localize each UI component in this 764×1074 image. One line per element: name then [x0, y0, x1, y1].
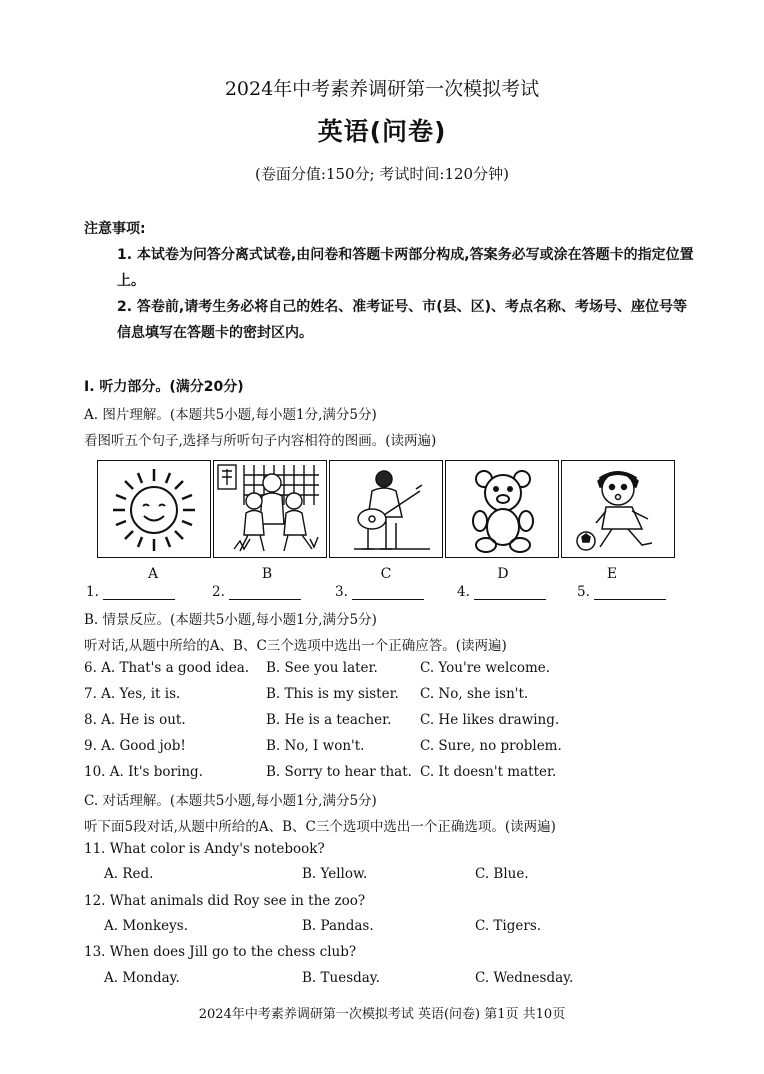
q7-option-c: C. No, she isn't.: [420, 686, 529, 702]
q13-option-a: A. Monday.: [104, 970, 180, 986]
picture-label-d: D: [497, 566, 509, 582]
q6-option-c: C. You're welcome.: [420, 660, 551, 676]
q12-option-a: A. Monkeys.: [104, 918, 188, 934]
part-c-title: C. 对话理解。(本题共5小题,每小题1分,满分5分): [84, 793, 377, 809]
blank-number: 2.: [212, 584, 225, 600]
children-festival-icon: [214, 461, 326, 557]
guitar-player-icon: [330, 461, 442, 557]
q13-option-c: C. Wednesday.: [475, 970, 574, 986]
answer-blank-5[interactable]: [577, 584, 666, 600]
q7-option-b: B. This is my sister.: [266, 686, 399, 702]
q13-option-b: B. Tuesday.: [302, 970, 380, 986]
answer-blank-3[interactable]: [335, 584, 424, 600]
picture-label-b: B: [261, 566, 273, 582]
q11-question: 11. What color is Andy's notebook?: [84, 841, 325, 857]
picture-label-c: C: [380, 566, 392, 582]
q10-option-b: B. Sorry to hear that.: [266, 764, 412, 780]
q9-option-a: 9. A. Good job!: [84, 738, 186, 754]
answer-blank-4[interactable]: [457, 584, 546, 600]
page-footer: 2024年中考素养调研第一次模拟考试 英语(问卷) 第1页 共10页: [198, 1007, 566, 1022]
answer-blank-1[interactable]: [86, 584, 175, 600]
note-item-2: 2. 答卷前,请考生务必将自己的姓名、准考证号、市(县、区)、考点名称、考场号、座位号等信息填写在答题卡的密封区内。: [117, 299, 688, 341]
q12-option-c: C. Tigers.: [475, 918, 542, 934]
q8-option-b: B. He is a teacher.: [266, 712, 392, 728]
q11-option-a: A. Red.: [104, 866, 154, 882]
part-a-instruction: 看图听五个句子,选择与所听句子内容相符的图画。(读两遍): [84, 433, 437, 449]
q12-question: 12. What animals did Roy see in the zoo?: [84, 893, 366, 909]
part-c-instruction: 听下面5段对话,从题中所给的A、B、C三个选项中选出一个正确选项。(读两遍): [84, 819, 556, 835]
notes-heading: 注意事项:: [84, 221, 146, 237]
q6-option-b: B. See you later.: [266, 660, 378, 676]
blank-number: 1.: [86, 584, 99, 600]
blank-line: [103, 585, 175, 600]
teddy-bear-icon: [446, 461, 558, 557]
blank-number: 4.: [457, 584, 470, 600]
picture-a: [97, 460, 211, 558]
blank-number: 5.: [577, 584, 590, 600]
q9-option-b: B. No, I won't.: [266, 738, 365, 754]
part-b-title: B. 情景反应。(本题共5小题,每小题1分,满分5分): [84, 612, 377, 628]
q12-option-b: B. Pandas.: [302, 918, 374, 934]
q7-option-a: 7. A. Yes, it is.: [84, 686, 181, 702]
section-listening-title: Ⅰ. 听力部分。(满分20分): [84, 379, 244, 395]
picture-c: [329, 460, 443, 558]
blank-line: [229, 585, 301, 600]
q13-question: 13. When does Jill go to the chess club?: [84, 944, 357, 960]
blank-number: 3.: [335, 584, 348, 600]
q10-option-a: 10. A. It's boring.: [84, 764, 203, 780]
answer-blank-2[interactable]: [212, 584, 301, 600]
q11-option-b: B. Yellow.: [302, 866, 368, 882]
subject-title: 英语(问卷): [317, 117, 447, 146]
score-time-info: (卷面分值:150分; 考试时间:120分钟): [255, 165, 509, 183]
exam-title: 2024年中考素养调研第一次模拟考试: [224, 78, 540, 100]
q6-option-a: 6. A. That's a good idea.: [84, 660, 250, 676]
part-a-title: A. 图片理解。(本题共5小题,每小题1分,满分5分): [84, 407, 377, 423]
part-b-instruction: 听对话,从题中所给的A、B、C三个选项中选出一个正确应答。(读两遍): [84, 638, 507, 654]
picture-label-a: A: [147, 566, 159, 582]
sun-icon: [98, 461, 210, 557]
q8-option-a: 8. A. He is out.: [84, 712, 186, 728]
picture-b: [213, 460, 327, 558]
q8-option-c: C. He likes drawing.: [420, 712, 560, 728]
q9-option-c: C. Sure, no problem.: [420, 738, 562, 754]
note-item-1: 1. 本试卷为问答分离式试卷,由问卷和答题卡两部分构成,答案务必写或涂在答题卡的指定位置上。: [117, 247, 694, 289]
picture-e: [561, 460, 675, 558]
blank-line: [352, 585, 424, 600]
picture-label-e: E: [606, 566, 618, 582]
boy-soccer-icon: [562, 461, 674, 557]
blank-line: [474, 585, 546, 600]
q11-option-c: C. Blue.: [475, 866, 529, 882]
picture-d: [445, 460, 559, 558]
blank-line: [594, 585, 666, 600]
q10-option-c: C. It doesn't matter.: [420, 764, 557, 780]
